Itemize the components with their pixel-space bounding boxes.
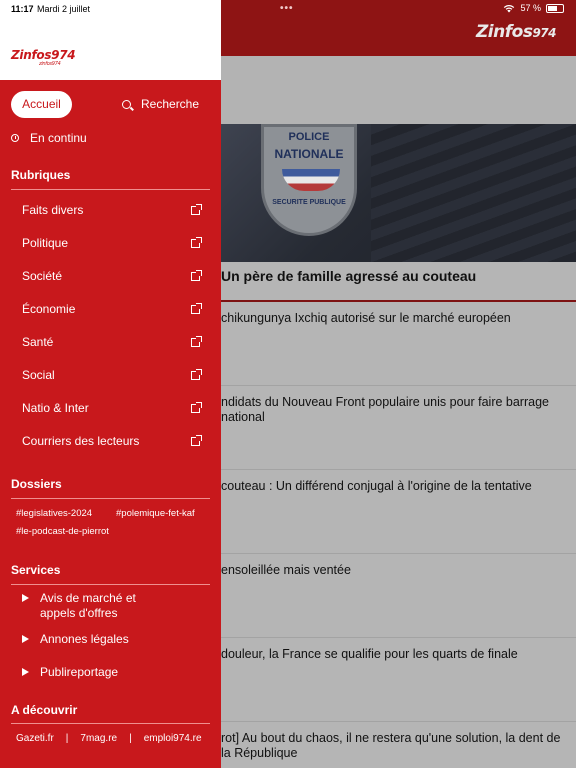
decouvrir-links: Gazeti.fr | 7mag.re | emploi974.re [16, 733, 202, 744]
multitasking-dots-icon[interactable]: ••• [280, 3, 294, 14]
external-link-icon [191, 404, 200, 413]
search-button[interactable] [122, 97, 199, 111]
decouvrir-title: A découvrir [11, 703, 78, 717]
rubriques-divider [11, 189, 210, 190]
article-item[interactable]: douleur, la France se qualifie pour les quarts de finale [221, 638, 576, 722]
clock-icon [11, 134, 19, 142]
rubrique-natio-inter[interactable]: Natio & Inter [22, 401, 200, 415]
services-divider [11, 584, 210, 585]
dossiers-divider [11, 498, 210, 499]
status-date: Mardi 2 juillet [37, 4, 91, 14]
link-7mag[interactable]: 7mag.re [80, 733, 118, 744]
en-continu-label: En continu [30, 131, 87, 145]
service-publireportage[interactable]: Publireportage [22, 665, 118, 680]
dossier-tag[interactable]: #le-podcast-de-pierrot [16, 526, 109, 537]
external-link-icon [191, 272, 200, 281]
status-time: 11:17 [11, 4, 34, 14]
wifi-icon [503, 4, 515, 13]
rubrique-politique[interactable]: Politique [22, 236, 200, 250]
external-link-icon [191, 437, 200, 446]
external-link-icon [191, 305, 200, 314]
play-icon [22, 635, 29, 643]
external-link-icon [191, 239, 200, 248]
drawer-logo[interactable]: Zinfos974 zinfos974 [11, 48, 76, 67]
photo-strap [371, 124, 576, 262]
status-right [503, 3, 564, 13]
search-icon [122, 100, 131, 109]
services-title: Services [11, 563, 61, 577]
service-annonces-legales[interactable]: Annones légales [22, 632, 129, 647]
rubrique-societe[interactable]: Société [22, 269, 200, 283]
external-link-icon [191, 338, 200, 347]
battery-percent: 57 % [520, 3, 541, 13]
page-spacer [221, 56, 576, 124]
rubriques-title: Rubriques [11, 168, 71, 182]
status-bar [0, 0, 576, 18]
logo-tagline: zinfos974 [39, 61, 61, 67]
battery-icon [546, 4, 564, 13]
article-item[interactable]: couteau : Un différend conjugal à l'origine de la tentative [221, 470, 576, 554]
dossiers-title: Dossiers [11, 477, 62, 491]
rubrique-sante[interactable]: Santé [22, 335, 200, 349]
flag-stripes [282, 169, 340, 191]
lead-photo[interactable] [221, 124, 576, 262]
rubrique-social[interactable]: Social [22, 368, 200, 382]
rubrique-economie[interactable]: Économie [22, 302, 200, 316]
service-avis-marche[interactable]: Avis de marché et appels d'offres [22, 591, 150, 621]
article-item[interactable]: rot] Au bout du chaos, il ne restera qu'une solution, la dent de la République [221, 722, 576, 768]
dossier-tag[interactable]: #polemique-fet-kaf [116, 508, 195, 519]
dossier-tag[interactable]: #legislatives-2024 [16, 508, 93, 519]
rubrique-faits-divers[interactable]: Faits divers [22, 203, 200, 217]
police-badge-image: POLICE NATIONALE SECURITE PUBLIQUE [261, 124, 357, 236]
link-emploi974[interactable]: emploi974.re [143, 733, 202, 744]
home-button[interactable]: Accueil [11, 91, 72, 118]
play-icon [22, 668, 29, 676]
article-item[interactable]: ndidats du Nouveau Front populaire unis pour faire barrage national [221, 386, 576, 470]
external-link-icon [191, 206, 200, 215]
article-item[interactable]: chikungunya Ixchiq autorisé sur le marché européen [221, 302, 576, 386]
article-item[interactable]: ensoleillée mais ventée [221, 554, 576, 638]
search-label: Recherche [141, 97, 200, 111]
article-list [221, 302, 576, 768]
external-link-icon [191, 371, 200, 380]
lead-article[interactable] [221, 262, 576, 302]
lead-title: Un père de famille agressé au couteau [221, 268, 477, 284]
side-drawer [0, 0, 221, 768]
decouvrir-divider [11, 723, 210, 724]
link-gazeti[interactable]: Gazeti.fr [16, 733, 54, 744]
rubrique-courriers-lecteurs[interactable]: Courriers des lecteurs [22, 434, 200, 448]
en-continu-link[interactable] [11, 131, 87, 145]
header-logo[interactable]: Zinfos974 [475, 22, 556, 42]
play-icon [22, 594, 29, 602]
